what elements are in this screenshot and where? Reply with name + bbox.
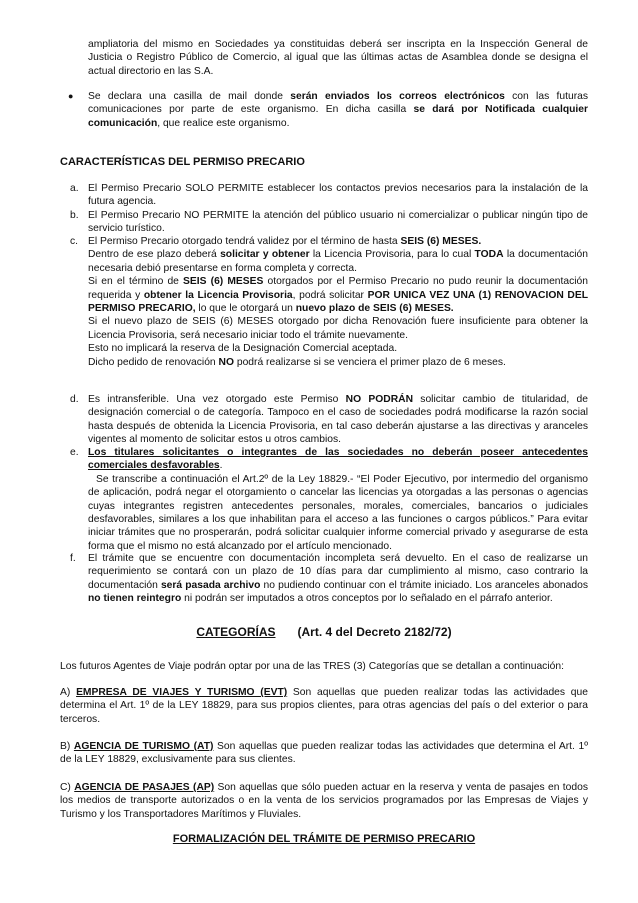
e-heading — [88, 446, 588, 473]
c-text: , podrá solicitar — [292, 289, 368, 301]
c-line-6 — [88, 356, 588, 369]
c-line-4: Si el nuevo plazo de SEIS (6) MESES otorgado por dicha Renovación fuere insuficiente para obtener la Licencia Provisoria, será necesario iniciar todo el trámite nuevamente. — [88, 316, 588, 341]
bullet-bold-part: se dará por Notificada cualquier comunicación — [88, 104, 588, 129]
c-text: lo que le otorgará un — [195, 303, 296, 315]
f-bold: será pasada archivo — [160, 579, 261, 591]
bullet-bold-part: serán enviados los correos electrónicos — [290, 91, 505, 102]
c-bold: nuevo plazo de SEIS (6) MESES. — [295, 303, 454, 315]
category-description: Son aquellas que pueden realizar todas las actividades que determina el Art. 1º de la LEY 18829, exclusivamente para sus clientes. — [60, 741, 588, 766]
e-dot: . — [219, 460, 223, 472]
categorias-reference: (Art. 4 del Decreto 2182/72) — [297, 625, 452, 639]
bullet-text — [88, 90, 588, 130]
list-marker: f. — [70, 553, 76, 564]
list-marker: c. — [70, 236, 79, 247]
c-line-5: Esto no implicará la reserva de la Designación Comercial aceptada. — [88, 343, 398, 355]
category-description: Son aquellas que sólo pueden actuar en la reserva y venta de pasajes en todos los medios de transporte autorizados o en la venta de los servicios programados por las Empresas de Viajes y Turismo y los Transportadores Marítimos y Fluviales. — [60, 782, 588, 820]
c-line-3 — [88, 275, 588, 315]
list-item-a — [60, 182, 588, 209]
e-bold-underline: Los titulares solicitantes o integrantes de las sociedades no deberán poseer antecedentes comerciales desfavorables — [88, 447, 588, 472]
section-heading-caracteristicas: CARACTERÍSTICAS DEL PERMISO PRECARIO — [60, 156, 305, 168]
d-bold: NO PODRÁN — [345, 394, 414, 405]
c-line-2 — [88, 248, 588, 275]
list-marker: e. — [70, 447, 79, 458]
list-item-text: El Permiso Precario NO PERMITE la atención del público usuario ni comercializar o publicar ningún tipo de servicio turístico. — [88, 210, 588, 235]
f-bold: no tienen reintegro — [88, 593, 182, 605]
mail-bullet — [60, 90, 588, 130]
list-item-text — [88, 446, 588, 553]
e-body: Se transcribe a continuación el Art.2º de la Ley 18829.- “El Poder Ejecutivo, por intermedio del organismo de aplicación, podrá negar el otorgamiento o cancelar las licencias ya otorgadas a las personas o agencias cuyas integrantes registren antecedentes personales, morales, comerciales, bancarios o judiciales desfavorables, similares a los que inhabilitan para el acceso a las funciones o cargos públicos.” Para evitar iniciar trámites que no prosperarán, podrá solicitar cualquier informe comercial privado y asegurarse de esta forma que el mismo no está alcanzado por el artículo mencionado. — [88, 473, 588, 552]
c-text: El Permiso Precario otorgado tendrá validez por el término de hasta — [88, 236, 401, 247]
category-name: EMPRESA DE VIAJES Y TURISMO (EVT) — [76, 687, 288, 698]
c-bold: SEIS (6) MESES. — [400, 236, 482, 247]
section-heading-formalizacion — [60, 833, 588, 846]
list-item-text: El Permiso Precario SOLO PERMITE establecer los contactos previos necesarios para la instalación de la futura agencia. — [88, 183, 588, 208]
category-letter: C) — [60, 782, 71, 793]
c-text: otorgados por el Permiso Precario no pudo reunir la documentación requerida y — [88, 276, 588, 301]
d-text: Es intransferible. Una vez otorgado este Permiso — [88, 394, 346, 405]
c-bold: POR UNICA VEZ UNA (1) RENOVACION DEL PERMISO PRECARIO, — [88, 289, 588, 315]
categorias-intro: Los futuros Agentes de Viaje podrán optar por una de las TRES (3) Categorías que se detallan a continuación: — [60, 661, 564, 672]
section-heading-categorias — [60, 626, 588, 639]
category-ap — [60, 781, 588, 821]
intro-paragraph — [88, 38, 588, 78]
list-item-c — [60, 235, 588, 369]
categorias-title: CATEGORÍAS — [196, 625, 276, 639]
list-item-text — [88, 235, 588, 369]
intro-text: ampliatoria del mismo en Sociedades ya constituidas deberá ser inscripta en la Inspección General de Justicia o Registro Público de Comercio, al igual que las últimas actas de Asamblea donde se designa el actual directorio en las S.A. — [88, 39, 588, 77]
bullet-icon: ● — [68, 91, 74, 101]
category-name: AGENCIA DE TURISMO (AT) — [73, 741, 214, 752]
c-text: Dentro de ese plazo deberá — [88, 249, 221, 261]
c-bold: solicitar y obtener — [220, 249, 310, 261]
f-text: ni podrán ser imputados a otros conceptos por lo señalado en el párrafo anterior. — [181, 593, 553, 605]
category-description: Son aquellas que pueden realizar todas las actividades que determina el Art. 1º de la LEY 18829, para sus propios clientes, para otras agencias del país o del exterior o para terceros. — [60, 687, 588, 725]
c-text: la Licencia Provisoria, para lo cual — [309, 249, 475, 261]
bullet-text-part: Se declara una casilla de mail donde — [88, 91, 291, 102]
c-bold: TODA — [474, 249, 504, 261]
list-marker: d. — [70, 394, 79, 405]
list-item-d — [60, 393, 588, 447]
c-bold: SEIS (6) MESES — [183, 276, 264, 288]
category-evt — [60, 686, 588, 726]
c-text: Si en el término de — [88, 276, 184, 288]
c-text: Dicho pedido de renovación — [88, 356, 219, 368]
bullet-text-part: , que realice este organismo. — [157, 117, 290, 129]
formalizacion-title: FORMALIZACIÓN DEL TRÁMITE DE PERMISO PRECARIO — [172, 833, 476, 845]
list-item-b — [60, 209, 588, 236]
c-text: podrá realizarse si se venciera el primer plazo de 6 meses. — [233, 356, 506, 368]
c-bold: NO — [218, 356, 234, 368]
f-text: no pudiendo continuar con el trámite iniciado. Los aranceles abonados — [260, 579, 588, 591]
list-item-e — [60, 446, 588, 553]
category-at — [60, 740, 588, 767]
list-marker: b. — [70, 210, 79, 221]
bullet-text-part: con las futuras comunicaciones por parte de este organismo. En dicha casilla — [88, 91, 589, 116]
list-item-text — [88, 393, 588, 447]
category-name: AGENCIA DE PASAJES (AP) — [74, 782, 215, 793]
list-marker: a. — [70, 183, 79, 194]
c-line-1 — [88, 235, 588, 248]
list-item-text — [88, 552, 588, 606]
f-text: El trámite que se encuentre con documentación incompleta será devuelto. En el caso de realizarse un requerimiento se contará con un plazo de 10 días para dar cumplimiento al mismo, caso contrario la documentación — [88, 553, 588, 591]
c-text: la documentación necesaria debió presentarse en forma completa y correcta. — [88, 249, 588, 274]
category-letter: B) — [60, 741, 71, 752]
category-letter: A) — [60, 687, 71, 698]
list-item-f — [60, 552, 588, 606]
d-text: solicitar cambio de titularidad, de designación comercial o de categoría. Tampoco en el caso de sociedades podrá modificarse la razón social hasta después de obtenida la Licencia Provisoria, en tal caso deberán ajustarse a las directivas y aranceles vigentes al momento de solicitar estos u otros cambios. — [88, 394, 588, 446]
c-bold: obtener la Licencia Provisoria — [143, 289, 293, 301]
